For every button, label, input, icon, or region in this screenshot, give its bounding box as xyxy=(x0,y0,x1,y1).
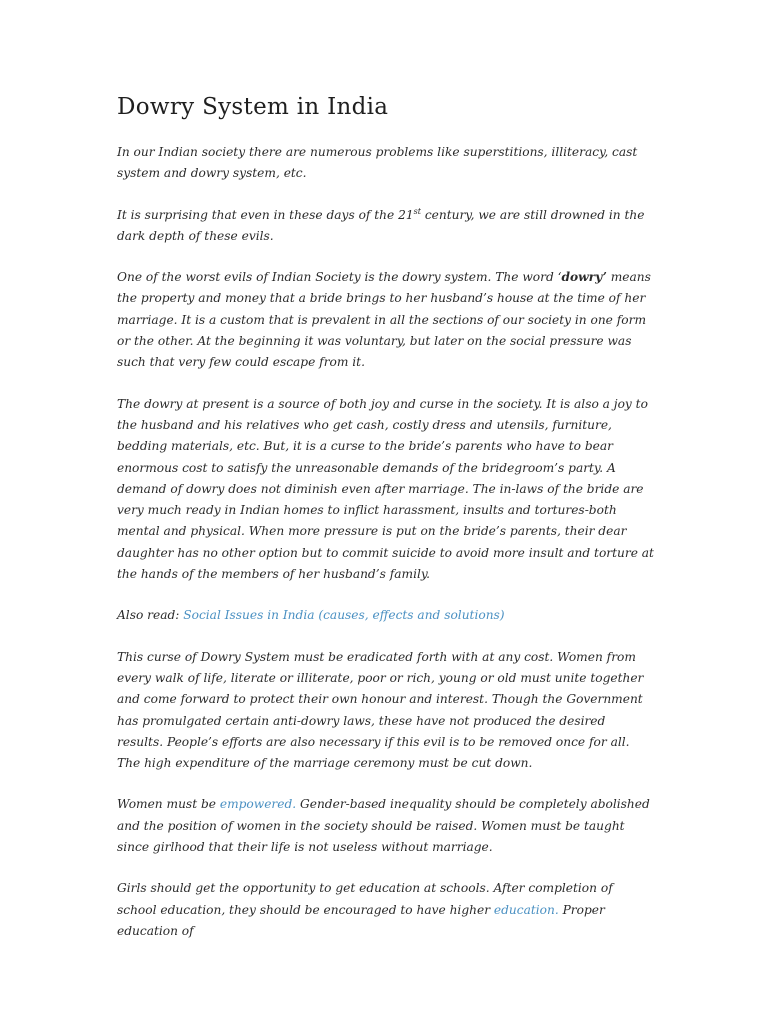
education-link[interactable]: education. xyxy=(493,902,559,917)
social-issues-link[interactable]: Social Issues in India (causes, effects and solutions) xyxy=(183,608,505,623)
paragraph-6-text-b: Gender-based inequality should be completely abolished and the position of women in the society should be raised. Women must be taught since girlhood that their life is not useless without marriage. xyxy=(117,797,650,855)
paragraph-7-text-b: Proper education of xyxy=(117,902,605,938)
paragraph-2 xyxy=(117,205,655,248)
page-title: Dowry System in India xyxy=(117,94,389,120)
also-read xyxy=(117,605,655,626)
paragraph-3 xyxy=(117,267,655,373)
paragraph-3-text-a: One of the worst evils of Indian Society is the dowry system. The word ‘ xyxy=(117,270,562,285)
document-page xyxy=(117,92,655,962)
paragraph-4: The dowry at present is a source of both joy and curse in the society. It is also a joy to the husband and his relatives who get cash, costly dress and utensils, furniture, bedding materials, etc. But, it is a curse to the bride’s parents who have to bear enormous cost to satisfy the unreasonable demands of the bridegroom’s party. A demand of dowry does not diminish even after marriage. The in-laws of the bride are very much ready in Indian homes to inflict harassment, insults and tortures-both mental and physical. When more pressure is put on the bride’s parents, their dear daughter has no other option but to commit suicide to avoid more insult and torture at the hands of the members of her husband’s family. xyxy=(117,396,654,582)
dowry-term: dowry’ xyxy=(561,270,607,285)
paragraph-6 xyxy=(117,794,655,858)
paragraph-2-text-a: It is surprising that even in these days of the 21 xyxy=(117,207,414,222)
ordinal-suffix: st xyxy=(413,206,421,216)
paragraph-1: In our Indian society there are numerous problems like superstitions, illiteracy, cast system and dowry system, etc. xyxy=(117,145,638,181)
paragraph-6-text-a: Women must be xyxy=(117,797,220,812)
paragraph-3-text-b: means the property and money that a bride brings to her husband’s house at the time of her marriage. It is a custom that is prevalent in all the sections of our society in one form or the other. At the beginning it was voluntary, but later on the social pressure was such that very few could escape from it. xyxy=(117,270,651,370)
also-read-label: Also read: xyxy=(117,608,184,623)
empowered-link[interactable]: empowered. xyxy=(219,797,297,812)
paragraph-2-text-b: century, we are still drowned in the dark depth of these evils. xyxy=(117,207,645,243)
paragraph-7 xyxy=(117,878,655,942)
paragraph-7-text-a: Girls should get the opportunity to get education at schools. After completion of school education, they should be encouraged to have higher xyxy=(117,881,613,917)
paragraph-5: This curse of Dowry System must be eradicated forth with at any cost. Women from every walk of life, literate or illiterate, poor or rich, young or old must unite together and come forward to protect their own honour and interest. Though the Government has promulgated certain anti-dowry laws, these have not produced the desired results. People’s efforts are also necessary if this evil is to be removed once for all. The high expenditure of the marriage ceremony must be cut down. xyxy=(117,649,644,771)
